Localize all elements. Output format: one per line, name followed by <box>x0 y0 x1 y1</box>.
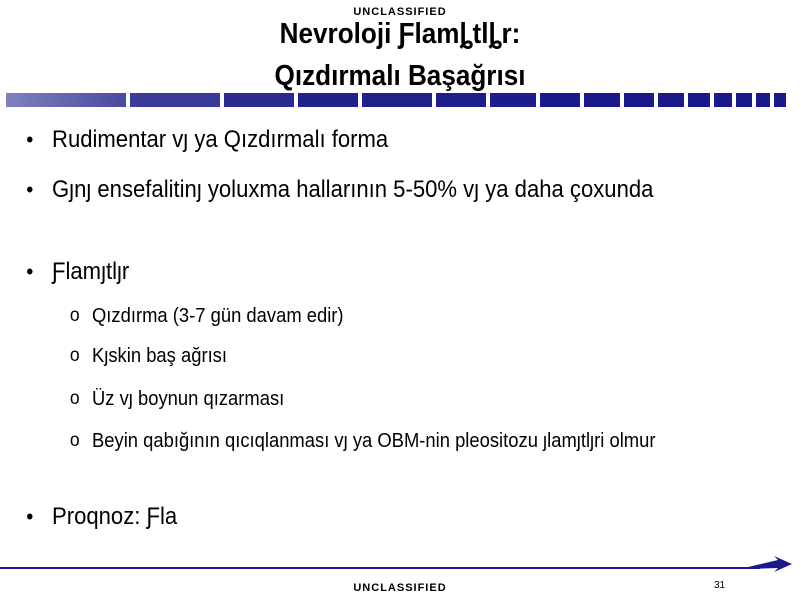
bullet-dot-icon: • <box>26 177 34 202</box>
bar-seg <box>688 93 710 107</box>
footer-line <box>0 567 760 569</box>
bar-seg <box>224 93 294 107</box>
bar-seg <box>362 93 432 107</box>
bar-seg <box>774 93 786 107</box>
bar-seg <box>736 93 752 107</box>
arrow-icon <box>748 556 792 574</box>
sub-bullet-text: Qızdırma (3-7 gün davam edir) <box>92 305 344 327</box>
bar-seg <box>540 93 580 107</box>
page-number: 31 <box>714 580 726 591</box>
sub-bullet-item <box>69 385 699 413</box>
classification-top: UNCLASSIFIED <box>353 6 447 18</box>
sub-bullet-ring-icon: o <box>69 388 80 409</box>
bar-seg <box>714 93 732 107</box>
bullet-dot-icon: • <box>26 504 34 529</box>
sub-bullet-text: Üz vȷ boynun qızarması <box>92 388 285 410</box>
sub-bullet-item <box>69 342 699 370</box>
sub-bullet-item <box>69 427 699 455</box>
bar-seg <box>6 93 126 107</box>
sub-bullet-item <box>69 302 699 330</box>
bullet-text: Ƒlamȷtlȷr <box>52 258 130 285</box>
bar-seg <box>584 93 620 107</box>
bullet-item <box>26 501 691 533</box>
bar-seg <box>436 93 486 107</box>
bullet-item <box>26 124 691 156</box>
bar-seg <box>130 93 220 107</box>
slide-title-line1: Nevroloji Ƒlamȴtlȴr: <box>279 18 521 50</box>
bullet-item <box>26 256 691 288</box>
bullet-text: Rudimentar vȷ ya Qızdırmalı forma <box>52 126 389 153</box>
sub-bullet-ring-icon: o <box>69 430 80 451</box>
slide-title-line2: Qızdırmalı Başağrısı <box>274 60 526 92</box>
bar-seg <box>658 93 684 107</box>
sub-bullet-text: Kȷskin baş ağrısı <box>92 345 227 367</box>
bullet-text: Proqnoz: Ƒla <box>52 503 178 530</box>
bullet-dot-icon: • <box>26 259 34 284</box>
bullet-text: Gȷnȷ ensefalitinȷ yoluxma hallarının 5-50% vȷ ya daha çoxunda <box>52 176 654 203</box>
classification-bottom: UNCLASSIFIED <box>353 582 447 594</box>
bullet-dot-icon: • <box>26 127 34 152</box>
sub-bullet-ring-icon: o <box>69 345 80 366</box>
sub-bullet-text: Beyin qabığının qıcıqlanması vȷ ya OBM-nin pleositozu ȷlamȷtlȷri olmur <box>92 430 656 452</box>
bar-seg <box>298 93 358 107</box>
bullet-item <box>26 174 691 206</box>
bar-seg <box>756 93 770 107</box>
sub-bullet-ring-icon: o <box>69 305 80 326</box>
bar-seg <box>624 93 654 107</box>
bar-seg <box>490 93 536 107</box>
title-divider-bar <box>6 93 794 107</box>
